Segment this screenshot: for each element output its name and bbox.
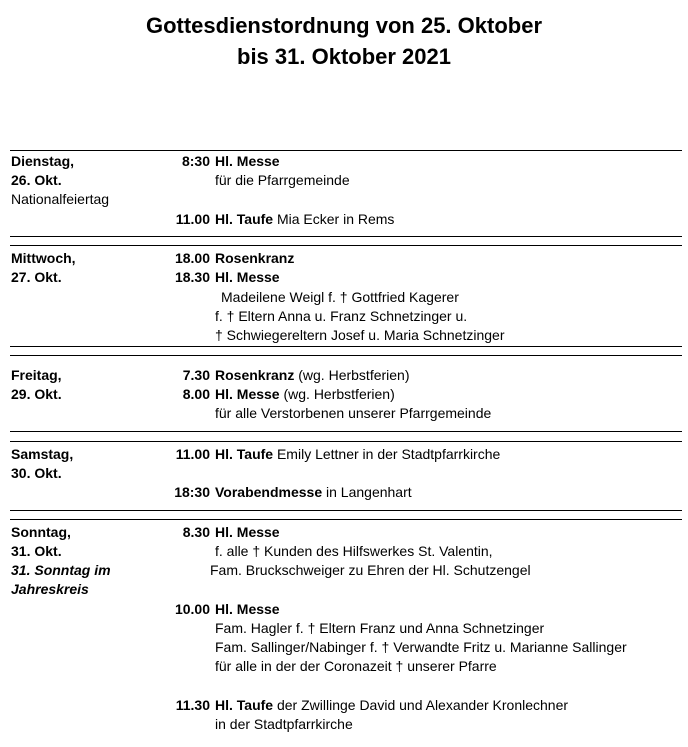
service-detail: für die Pfarrgemeinde	[215, 172, 350, 188]
day-note: 31. Sonntag im	[11, 562, 111, 578]
day-name: Mittwoch,	[11, 250, 76, 266]
service-detail: Madeilene Weigl f. † Gottfried Kagerer	[221, 289, 459, 305]
day-date: 30. Okt.	[11, 465, 62, 481]
service-time: 18:30	[174, 484, 210, 500]
service-time: 10.00	[174, 601, 210, 617]
service-event: Rosenkranz	[215, 250, 295, 266]
section-divider	[10, 236, 682, 237]
title-line-2: bis 31. Oktober 2021	[237, 44, 451, 69]
service-event: Rosenkranz (wg. Herbstferien)	[215, 367, 410, 383]
service-detail: f. † Eltern Anna u. Franz Schnetzinger u.	[215, 308, 468, 324]
service-detail: † Schwiegereltern Josef u. Maria Schnetzinger	[215, 327, 505, 343]
day-date: 31. Okt.	[11, 543, 62, 559]
service-detail: Fam. Sallinger/Nabinger f. † Verwandte Fritz u. Marianne Sallinger	[215, 639, 627, 655]
service-event: Vorabendmesse in Langenhart	[215, 484, 412, 500]
service-event: Hl. Messe (wg. Herbstferien)	[215, 386, 395, 402]
service-time: 11.00	[175, 211, 210, 227]
service-event: Hl. Taufe Emily Lettner in der Stadtpfarrkirche	[215, 446, 501, 462]
day-note: Nationalfeiertag	[11, 191, 110, 207]
service-time: 18.30	[174, 269, 210, 285]
day-note: Jahreskreis	[11, 581, 89, 597]
section-divider	[10, 510, 682, 511]
service-time: 8.30	[182, 524, 210, 540]
service-time: 8:30	[181, 153, 210, 169]
section-divider	[10, 150, 682, 151]
document-title	[0, 10, 688, 72]
service-time: 11.30	[175, 697, 210, 713]
service-event: Hl. Messe	[215, 601, 280, 617]
day-name: Sonntag,	[11, 524, 71, 540]
day-name: Freitag,	[11, 367, 62, 383]
section-divider	[10, 355, 682, 356]
day-date: 29. Okt.	[11, 386, 62, 402]
section-divider	[10, 431, 682, 432]
service-event: Hl. Messe	[215, 153, 280, 169]
section-divider	[10, 245, 682, 246]
service-detail: für alle Verstorbenen unserer Pfarrgemeinde	[215, 405, 492, 421]
service-detail: Fam. Hagler f. † Eltern Franz und Anna Schnetzinger	[215, 620, 545, 636]
service-event: Hl. Messe	[215, 524, 280, 540]
service-detail: f. alle † Kunden des Hilfswerkes St. Valentin,	[215, 543, 493, 559]
day-date: 26. Okt.	[11, 172, 62, 188]
service-event: Hl. Taufe der Zwillinge David und Alexander Kronlechner	[215, 697, 569, 713]
section-divider	[10, 441, 682, 442]
service-detail: in der Stadtpfarrkirche	[215, 716, 353, 732]
service-time: 8.00	[182, 386, 210, 402]
service-detail: für alle in der der Coronazeit † unserer Pfarre	[215, 658, 497, 674]
section-divider	[10, 346, 682, 347]
day-date: 27. Okt.	[11, 269, 62, 285]
section-divider	[10, 519, 682, 520]
day-name: Dienstag,	[11, 153, 75, 169]
service-detail: Fam. Bruckschweiger zu Ehren der Hl. Schutzengel	[210, 562, 531, 578]
service-time: 11.00	[175, 446, 210, 462]
service-event: Hl. Messe	[215, 269, 280, 285]
service-time: 7.30	[182, 367, 210, 383]
day-name: Samstag,	[11, 446, 74, 462]
service-time: 18.00	[174, 250, 210, 266]
title-line-1: Gottesdienstordnung von 25. Oktober	[145, 13, 543, 38]
service-event: Hl. Taufe Mia Ecker in Rems	[215, 211, 395, 227]
